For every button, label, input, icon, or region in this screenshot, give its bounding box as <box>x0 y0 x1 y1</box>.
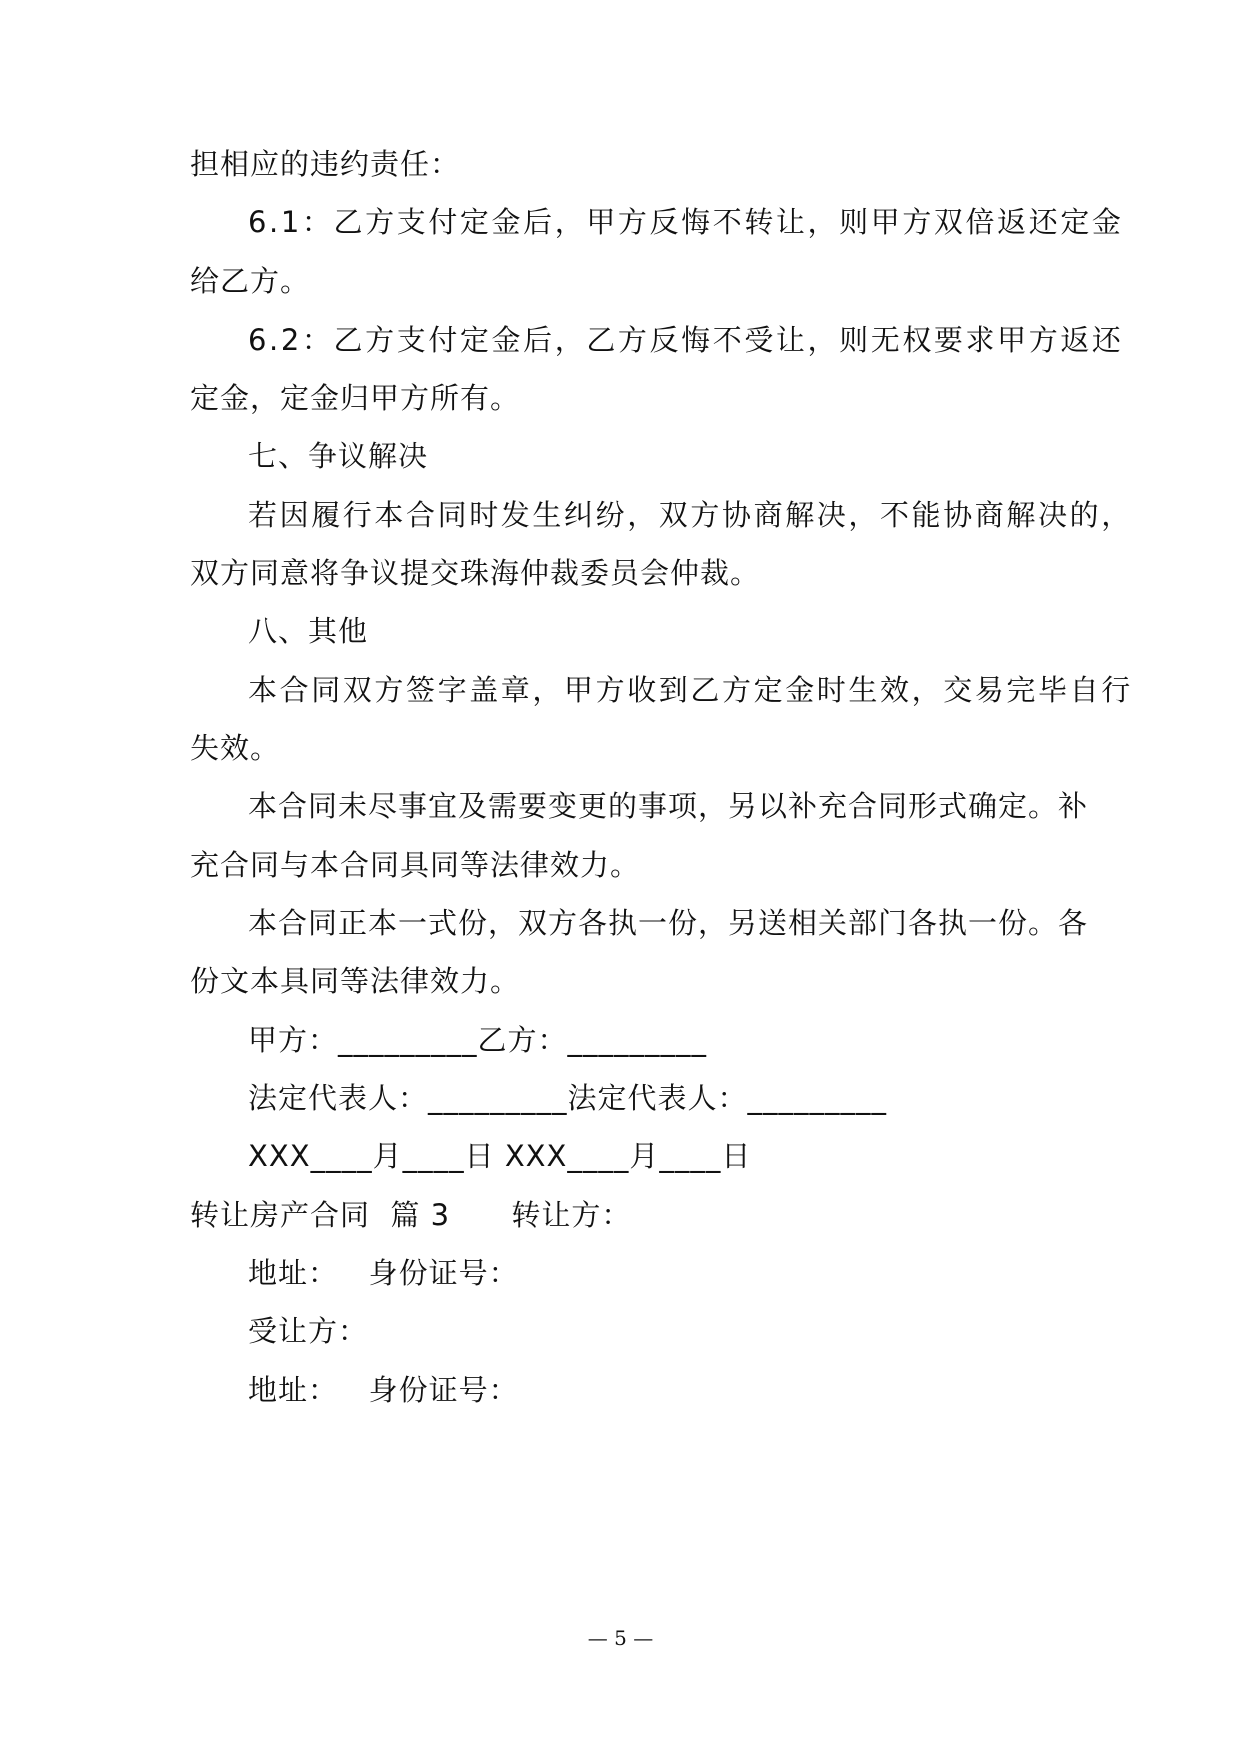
paragraph-line: 本合同双方签字盖章，甲方收到乙方定金时生效，交易完毕自行 <box>248 673 1133 707</box>
paragraph-line: 6.2：乙方支付定金后，乙方反悔不受让，则无权要求甲方返还 <box>248 323 1124 357</box>
section-heading: 八、其他 <box>248 614 369 648</box>
paragraph-line: 若因履行本合同时发生纠纷，双方协商解决，不能协商解决的， <box>248 498 1133 532</box>
paragraph-line: 本合同未尽事宜及需要变更的事项，另以补充合同形式确定。补 <box>248 789 1089 823</box>
party-info-line: 地址： 身份证号： <box>248 1373 519 1407</box>
date-line: XXX____月____日 XXX____月____日 <box>248 1139 752 1173</box>
section-heading: 七、争议解决 <box>248 439 429 473</box>
page-number: — 5 — <box>587 1626 654 1650</box>
contract-title-line: 转让房产合同 篇 3 转让方： <box>190 1198 632 1232</box>
party-info-line: 地址： 身份证号： <box>248 1256 519 1290</box>
paragraph-line: 担相应的违约责任： <box>190 147 461 181</box>
party-info-line: 受让方： <box>248 1314 369 1348</box>
paragraph-line: 给乙方。 <box>190 264 311 298</box>
signature-line: 甲方：_________乙方：_________ <box>248 1023 708 1057</box>
paragraph-line: 失效。 <box>190 731 281 765</box>
paragraph-line: 份文本具同等法律效力。 <box>190 964 521 998</box>
paragraph-line: 双方同意将争议提交珠海仲裁委员会仲裁。 <box>190 556 761 590</box>
signature-line: 法定代表人：_________法定代表人：_________ <box>248 1081 888 1115</box>
paragraph-line: 充合同与本合同具同等法律效力。 <box>190 848 641 882</box>
paragraph-line: 定金，定金归甲方所有。 <box>190 381 521 415</box>
paragraph-line: 6.1：乙方支付定金后，甲方反悔不转让，则甲方双倍返还定金 <box>248 205 1124 239</box>
paragraph-line: 本合同正本一式份，双方各执一份，另送相关部门各执一份。各 <box>248 906 1089 940</box>
